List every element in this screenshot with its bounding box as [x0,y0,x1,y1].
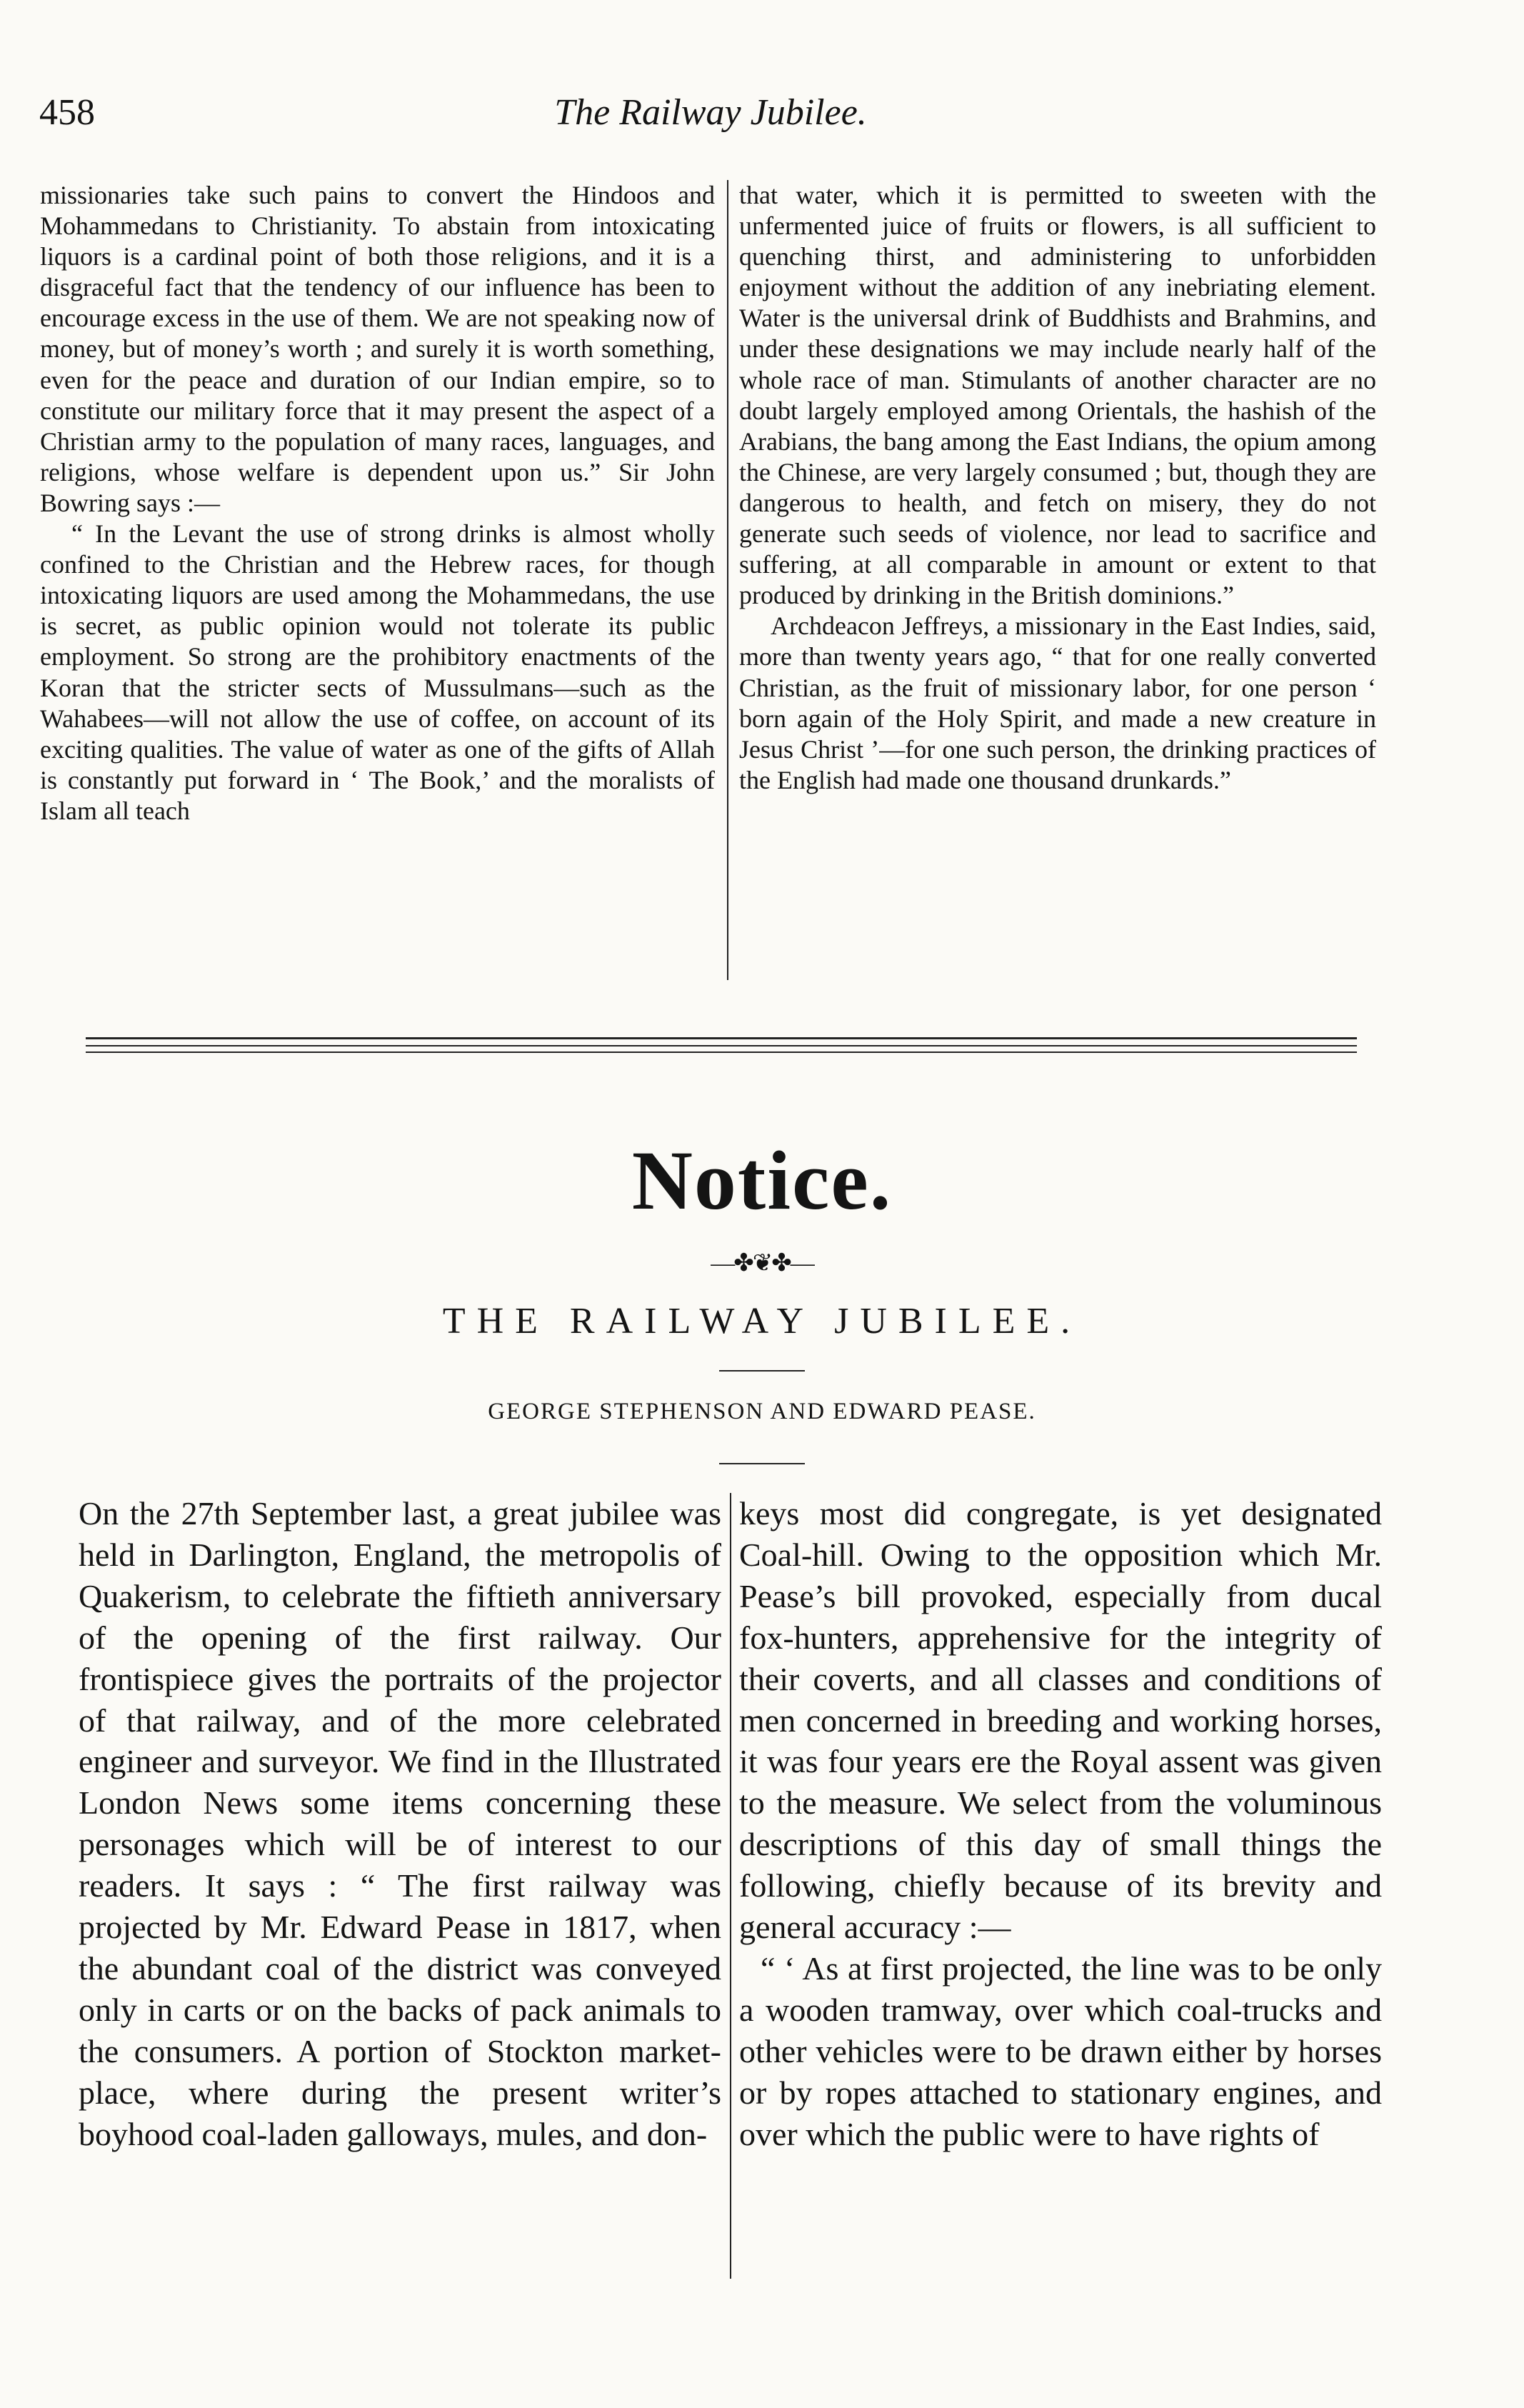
lower-left-column [79,1493,721,2279]
running-header [39,91,1382,149]
ornament-divider: —✤❦✤— [711,1250,813,1277]
paragraph: On the 27th September last, a great jubilee was held in Darlington, England, the metropolis of Quakerism, to celebrate the fiftieth anniversary of the opening of the first railway. Our frontispiece gives the portraits of the projector of that railway, and of the more celebrated engineer and surveyor. We find in the Illustrated London News some items concerning these personages which will be of interest to our readers. It says : “ The first railway was projected by Mr. Edward Pease in 1817, when the abundant coal of the district was conveyed only in carts or on the backs of pack animals to the consumers. A portion of Stockton market-place, where during the present writer’s boyhood coal-laden galloways, mules, and don- [79,1495,721,2152]
column-divider [727,180,728,980]
upper-right-column [739,180,1376,987]
section-divider [86,1045,1357,1046]
section-divider [86,1037,1357,1039]
title-rule [719,1370,805,1372]
running-title: The Railway Jubilee. [554,92,867,133]
article-subtitle: GEORGE STEPHENSON AND EDWARD PEASE. [488,1399,1036,1424]
column-divider [730,1493,731,2279]
paragraph: keys most did congregate, is yet designated Coal-hill. Owing to the opposition which Mr. Pease’s bill provoked, especially from ducal fox-hunters, apprehensive for the integrity of their coverts, and all classes and conditions of men concerned in breeding and working horses, it was four years ere the Royal assent was given to the measure. We select from the voluminous descriptions of this day of small things the following, chiefly because of its brevity and general accuracy :— [739,1495,1382,1946]
page-number: 458 [39,92,95,133]
article-title: THE RAILWAY JUBILEE. [442,1301,1082,1342]
section-divider [86,1051,1357,1053]
paragraph: Archdeacon Jeffreys, a missionary in the East Indies, said, more than twenty years ago, “ that for one really converted Christian, as the fruit of missionary labor, for one person ‘ born again of the Holy Spirit, and made a new creature in Jesus Christ ’—for one such person, the drinking practices of the English had made one thousand drunkards.” [739,611,1376,794]
paragraph: that water, which it is permitted to sweeten with the unfermented juice of fruits or flowers, is all sufficient to quenching thirst, and administering to unforbidden enjoyment without the addition of any inebriating element. Water is the universal drink of Buddhists and Brahmins, and under these designations we may include nearly half of the whole race of man. Stimulants of another character are no doubt largely employed among Orientals, the hashish of the Arabians, the bang among the East Indians, the opium among the Chinese, are very largely consumed ; but, though they are dangerous to health, and fetch on misery, they do not generate such seeds of violence, nor lead to sacrifice and suffering, at all comparable in amount or extent to that produced by drinking in the British dominions.” [739,181,1376,610]
paragraph: “ ‘ As at first projected, the line was to be only a wooden tramway, over which coal-trucks and other vehicles were to be drawn either by horses or by ropes attached to stationary engines, and over which the public were to have rights of [739,1949,1382,2152]
lower-right-column [739,1493,1382,2279]
paragraph: missionaries take such pains to convert the Hindoos and Mohammedans to Christianity. To abstain from intoxicating liquors is a cardinal point of both those religions, and it is a disgraceful fact that the tendency of our influence has been to encourage excess in the use of them. We are not speaking now of money, but of money’s worth ; and surely it is worth something, even for the peace and duration of our Indian empire, so to constitute our military force that it may present the aspect of a Christian army to the population of many races, languages, and religions, whose welfare is dependent upon us.” Sir John Bowring says :— [40,181,715,517]
upper-left-column [40,180,715,987]
paragraph: “ In the Levant the use of strong drinks is almost wholly confined to the Christian and the Hebrew races, for though intoxicating liquors are used among the Mohammedans, the use is secret, as public opinion would not tolerate its public employment. So strong are the prohibitory enactments of the Koran that the stricter sects of Mussulmans—such as the Wahabees—will not allow the use of coffee, on account of its exciting qualities. The value of water as one of the gifts of Allah is constantly put forward in ‘ The Book,’ and the moralists of Islam all teach [40,519,715,825]
subtitle-rule [719,1463,805,1464]
notice-heading: Notice. [631,1134,893,1227]
